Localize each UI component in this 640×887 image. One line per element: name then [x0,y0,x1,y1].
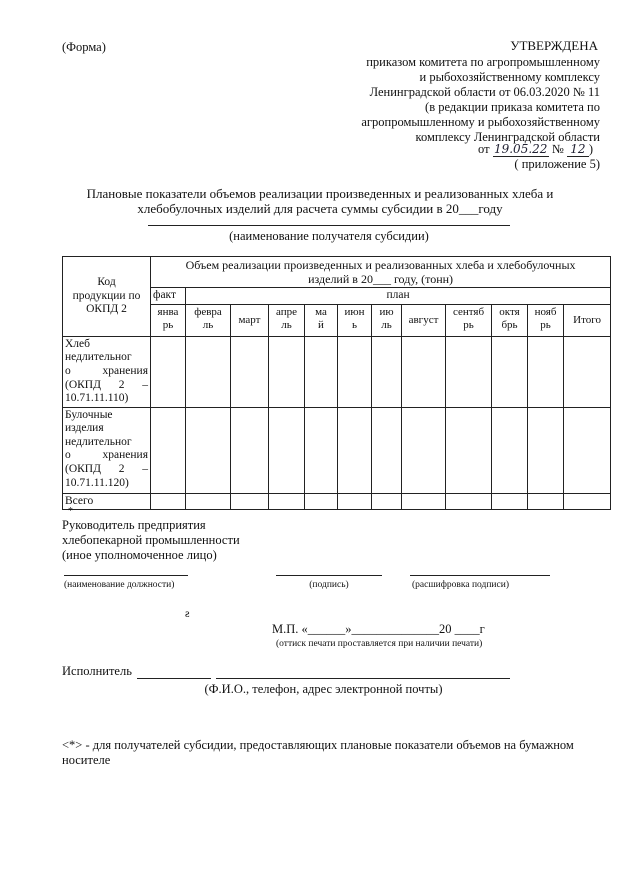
approval-line: комплексу Ленинградской области [415,130,600,144]
data-cell [528,493,564,510]
data-cell [338,336,372,407]
position-caption: (наименование должности) [64,580,175,590]
volume-header-line: Объем реализации произведенных и реализованных хлеба и хлебобулочных [185,258,576,272]
data-cell [402,336,446,407]
number-sign: № [551,142,564,156]
month-header-february: февра ль [186,304,231,336]
signature-underline [276,575,382,576]
code-header-cell [63,257,151,337]
approval-line: и рыбохозяйственному комплексу [419,70,600,84]
month-header-january: янва рь [151,304,186,336]
approval-line: приказом комитета по агропромышленному [366,55,600,69]
data-cell [402,407,446,493]
month-header-may: ма й [305,304,338,336]
appendix-label: ( приложение 5) [514,157,600,171]
month-header-march: март [231,304,269,336]
data-cell [186,336,231,407]
approval-line: агропромышленному и рыбохозяйственному [361,115,600,129]
code-header-line: Код [97,276,116,289]
row-label-total: Всего [63,493,151,510]
data-cell [151,336,186,407]
signatory-line: Руководитель предприятия [62,518,206,532]
data-cell [186,493,231,510]
data-cell [151,407,186,493]
data-cell [528,336,564,407]
table-row [63,407,611,493]
recipient-caption: (наименование получателя субсидии) [229,229,429,243]
fact-label-cell: факт [151,288,186,305]
month-header-november: нояб рь [528,304,564,336]
handwritten-number: 12 [567,142,589,157]
stamp-note: (оттиск печати проставляется при наличии печати) [276,639,483,649]
month-header-september: сентяб рь [446,304,492,336]
data-cell [269,407,305,493]
executor-caption: (Ф.И.О., телефон, адрес электронной почты) [204,682,443,696]
asterisk-mark: * [68,506,73,517]
approval-date-line [478,142,593,157]
data-cell [492,336,528,407]
month-header-october: октя брь [492,304,528,336]
approval-title: УТВЕРЖДЕНА [510,38,598,53]
data-cell [269,336,305,407]
row-label-bread: Хлеб недлительног о хранения (ОКПД 2 – 10.71.11.110) [63,336,151,407]
recipient-underline [148,225,510,226]
month-header-april: апре ль [269,304,305,336]
month-header-july: ию ль [372,304,402,336]
plan-table [62,256,611,510]
table-row [63,493,611,510]
footnote-line1: <*> - для получателей субсидии, предоставляющих плановые показатели объемов на бумажном [62,738,574,752]
data-cell [338,407,372,493]
data-cell [564,493,611,510]
data-cell [151,493,186,510]
data-cell [186,407,231,493]
data-cell [305,493,338,510]
data-cell [338,493,372,510]
data-cell [402,493,446,510]
code-header-line: ОКПД 2 [86,303,127,316]
data-cell [269,493,305,510]
plan-label-cell: план [186,288,611,305]
stamp-line: М.П. «______»______________20 ____г [272,622,485,636]
position-underline [64,575,188,576]
data-cell [446,336,492,407]
data-cell [564,407,611,493]
decoding-underline [410,575,550,576]
month-header-total: Итого [564,304,611,336]
data-cell [446,407,492,493]
handwritten-date: 19.05.22 [493,142,548,156]
footnote-line2: носителе [62,753,111,767]
data-cell [305,336,338,407]
volume-header-cell [151,257,611,288]
signatory-line: хлебопекарной промышленности [62,533,240,547]
data-cell [492,493,528,510]
document-title-line1: Плановые показатели объемов реализации произведенных и реализованных хлеба и [86,186,554,201]
code-header-line: продукции по [72,289,141,302]
data-cell [372,336,402,407]
data-cell [231,336,269,407]
month-header-june: июн ь [338,304,372,336]
decoding-caption: (расшифровка подписи) [412,580,509,590]
month-header-august: август [402,304,446,336]
row-label-buns: Булочные изделия недлительног о хранения (ОКПД 2 – 10.71.11.120) [63,407,151,493]
data-cell [564,336,611,407]
approval-line: (в редакции приказа комитета по [425,100,600,114]
signature-caption: (подпись) [309,580,349,590]
stray-mark: ƨ [185,606,190,620]
closing-paren: ) [588,142,594,156]
data-cell [492,407,528,493]
executor-label: Исполнитель [62,664,132,678]
executor-underline-short [137,678,211,679]
volume-header-line: изделий в 20___ году, (тонн) [308,272,454,287]
table-row [63,336,611,407]
executor-underline-long [216,678,510,679]
signatory-line: (иное уполномоченное лицо) [62,548,217,562]
document-title-line2: хлебобулочных изделий для расчета суммы субсидии в 20___году [137,201,503,216]
from-prefix: от [478,142,490,156]
data-cell [528,407,564,493]
data-cell [372,493,402,510]
data-cell [305,407,338,493]
form-label: (Форма) [62,40,106,54]
approval-line: Ленинградской области от 06.03.2020 № 11 [369,85,600,99]
data-cell [231,407,269,493]
data-cell [231,493,269,510]
data-cell [446,493,492,510]
data-cell [372,407,402,493]
